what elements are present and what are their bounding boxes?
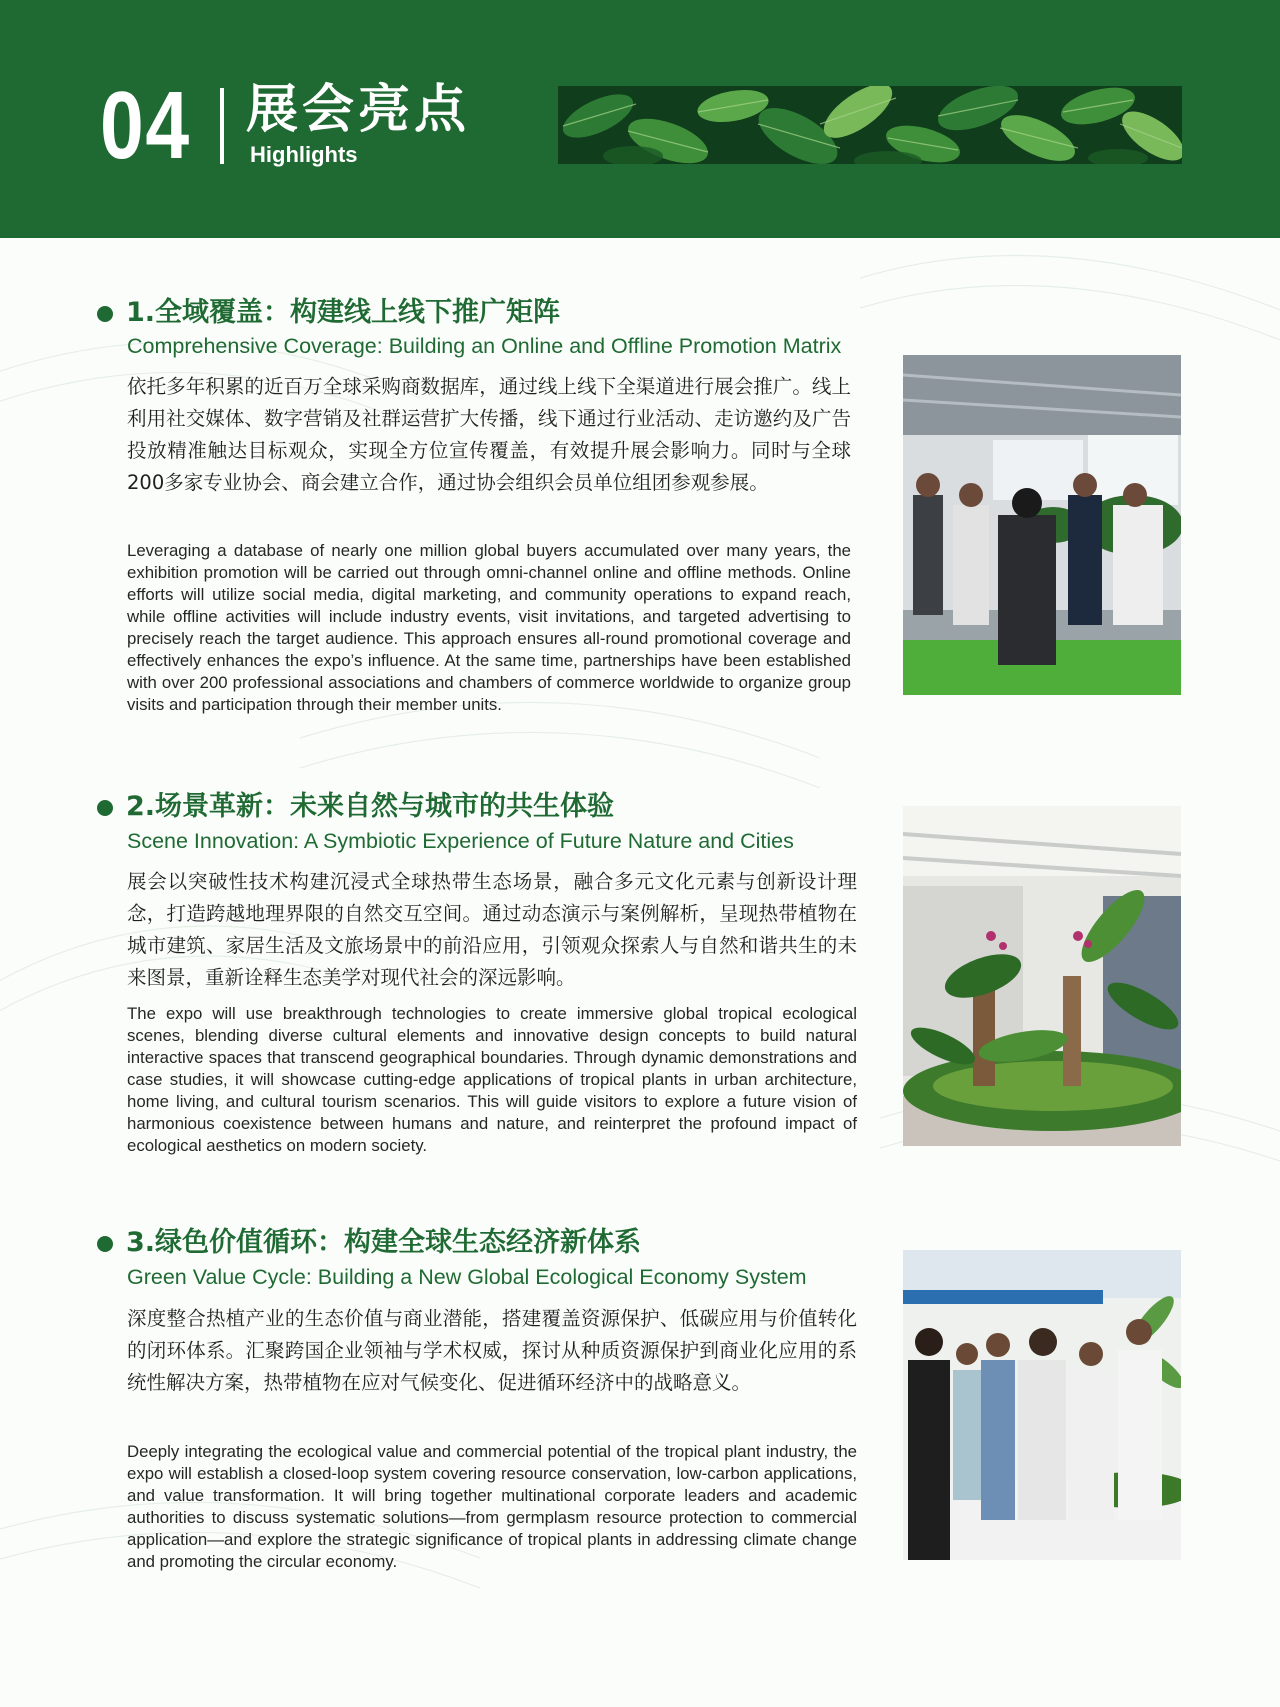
section-body-en: Leveraging a database of nearly one million global buyers accumulated over many years, the exhibition promotion will be carried out through omni-channel online and offline methods. Online efforts will utilize social media, digital marketing, and community operations to expand reach, while offline activities will include industry events, visit invitations, and targeted advertising to precisely reach the target audience. This approach ensures all-round promotional coverage and effectively enhances the expo’s influence. At the same time, partnerships have been established with over 200 professional associations and chambers of commerce worldwide to organize group visits and participation through their member units. bbox=[127, 541, 851, 714]
section-body-zh: 依托多年积累的近百万全球采购商数据库，通过线上线下全渠道进行展会推广。线上利用社交媒体、数字营销及社群运营扩大传播，线下通过行业活动、走访邀约及广告投放精准触达目标观众，实现全方位宣传覆盖，有效提升展会影响力。同时与全球200多家专业协会、商会建立合作，通过协会组织会员单位组团参观参展。 bbox=[127, 375, 851, 494]
page-title: 展会亮点 bbox=[246, 80, 471, 140]
section-body-en: The expo will use breakthrough technologies to create immersive global tropical ecological scenes, blending diverse cultural elements and innovative design concepts to build natural interactive spaces that transcend geographical boundaries. Through dynamic demonstrations and case studies, it will showcase cutting-edge applications of tropical plants in urban architecture, home living, and cultural tourism scenarios. This will guide visitors to explore a future vision of harmonious coexistence between humans and nature, and reinterpret the profound impact of ecological aesthetics on modern society. bbox=[127, 1004, 857, 1155]
section-title-en: Green Value Cycle: Building a New Global Ecological Economy System bbox=[127, 1265, 807, 1289]
section-title-en: Comprehensive Coverage: Building an Online and Offline Promotion Matrix bbox=[127, 334, 842, 358]
section-title-zh: 1.全域覆盖：构建线上线下推广矩阵 bbox=[126, 297, 561, 328]
bullet-dot bbox=[97, 800, 113, 816]
bullet-dot bbox=[97, 306, 113, 322]
section-title-en: Scene Innovation: A Symbiotic Experience of Future Nature and Cities bbox=[127, 829, 794, 853]
tropical-garden-display-photo bbox=[903, 806, 1181, 1146]
section-body-zh: 展会以突破性技术构建沉浸式全球热带生态场景，融合多元文化元素与创新设计理念，打造跨越地理界限的自然交互空间。通过动态演示与案例解析，呈现热带植物在城市建筑、家居生活及文旅场景中的前沿应用，引领观众探索人与自然和谐共生的未来图景，重新诠释生态美学对现代社会的深远影响。 bbox=[127, 870, 857, 989]
page-subtitle: Highlights bbox=[250, 142, 358, 167]
section-body-en: Deeply integrating the ecological value and commercial potential of the tropical plant industry, the expo will establish a closed-loop system covering resource conservation, low-carbon applications, and value transformation. It will bring together multinational corporate leaders and academic authorities to discuss systematic solutions—from germplasm resource protection to commercial application—and explore the strategic significance of tropical plants in addressing climate change and promoting the circular economy. bbox=[127, 1442, 857, 1571]
header-divider bbox=[220, 88, 224, 164]
expo-visitors-photo bbox=[903, 355, 1181, 695]
section-title-zh: 3.绿色价值循环：构建全球生态经济新体系 bbox=[126, 1227, 642, 1258]
section-number: 04 bbox=[100, 72, 191, 179]
leaf-banner-image bbox=[558, 86, 1182, 164]
expo-discussion-photo bbox=[903, 1250, 1181, 1560]
bullet-dot bbox=[97, 1236, 113, 1252]
section-title-zh: 2.场景革新：未来自然与城市的共生体验 bbox=[126, 791, 615, 822]
section-body-zh: 深度整合热植产业的生态价值与商业潜能，搭建覆盖资源保护、低碳应用与价值转化的闭环体系。汇聚跨国企业领袖与学术权威，探讨从种质资源保护到商业化应用的系统性解决方案，热带植物在应对气候变化、促进循环经济中的战略意义。 bbox=[127, 1307, 857, 1394]
header-band bbox=[0, 0, 1280, 238]
